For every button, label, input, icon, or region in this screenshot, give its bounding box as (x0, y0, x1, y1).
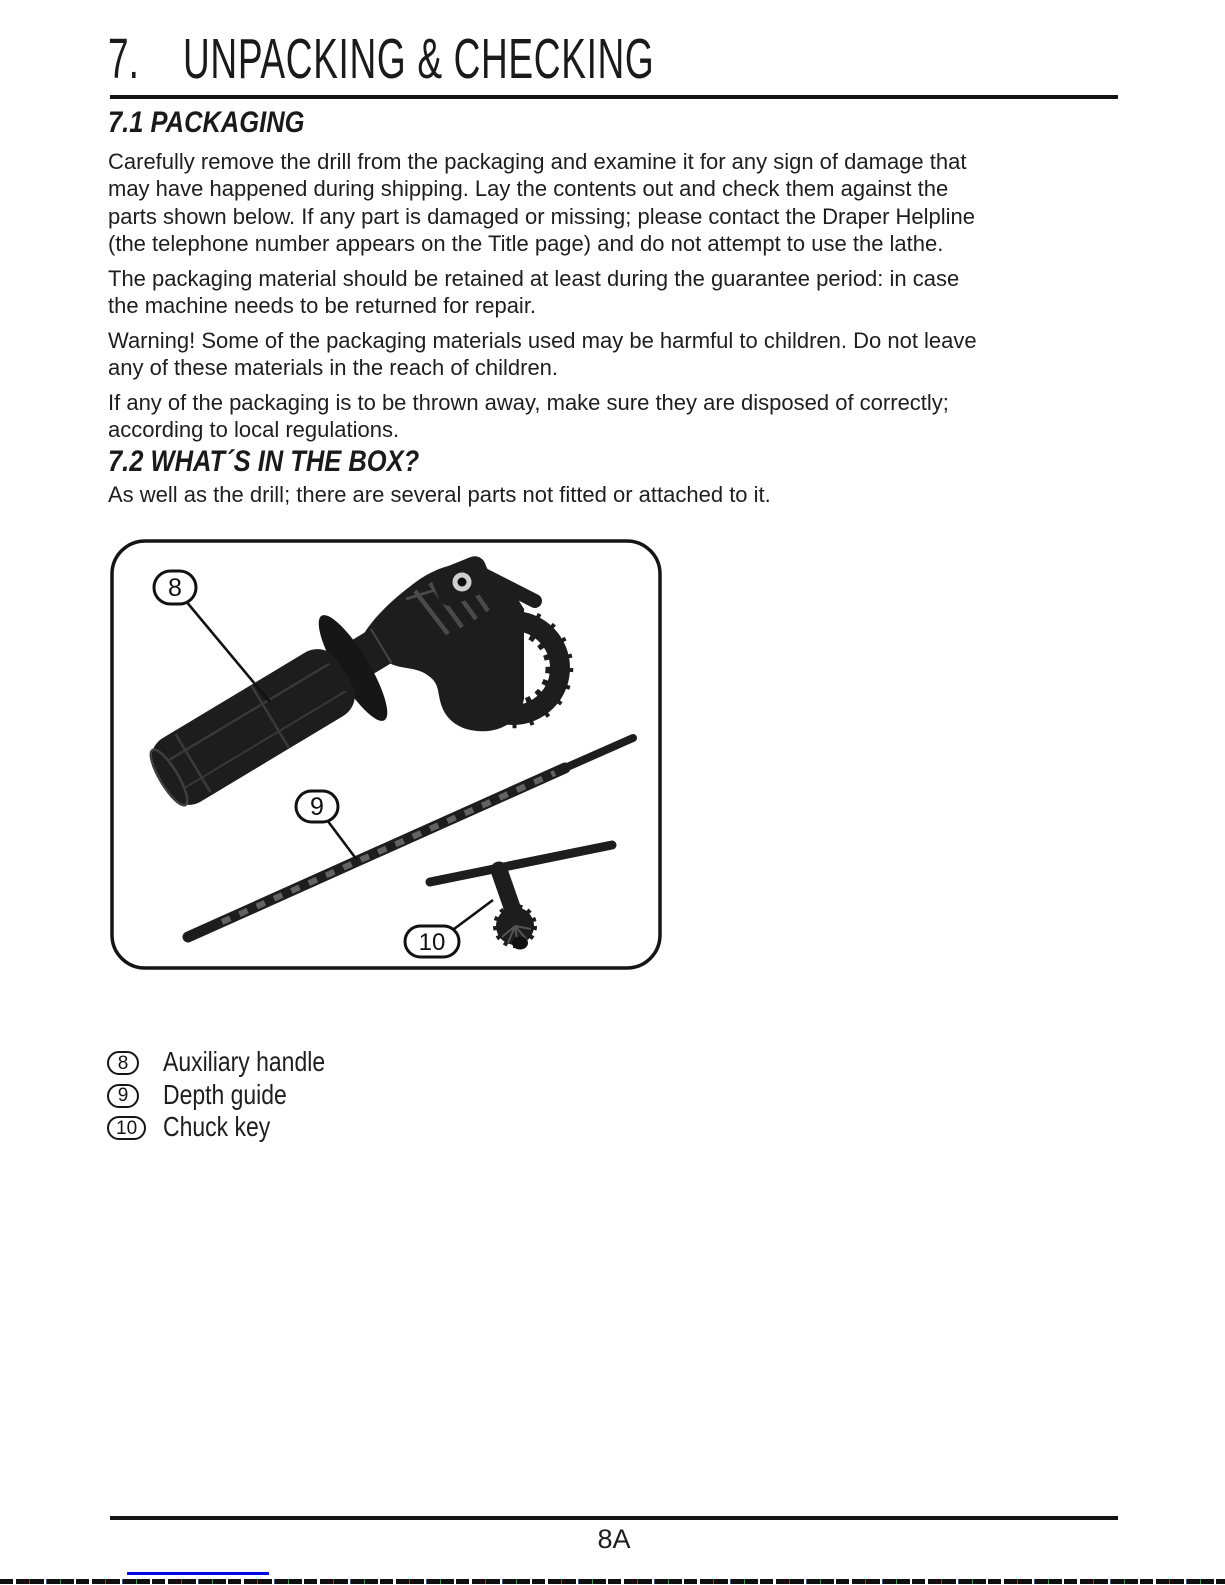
paragraph (108, 327, 1128, 382)
legend-badge-10: 10 (107, 1116, 146, 1140)
legend-label: Depth guide (163, 1078, 287, 1110)
legend-label: Auxiliary handle (163, 1046, 326, 1077)
paragraph-line: The packaging material should be retained at least during the guarantee period: in case (108, 265, 960, 291)
page-number: 8A (597, 1524, 631, 1554)
callout-8-badge (154, 571, 196, 604)
whats-in-box-intro: As well as the drill; there are several parts not fitted or attached to it. (108, 482, 771, 507)
legend-item-depth-guide (107, 1078, 287, 1110)
callout-8-number: 8 (168, 574, 182, 602)
callout-10-badge (405, 926, 459, 957)
parts-figure (110, 539, 662, 970)
paragraph-line: If any of the packaging is to be thrown away, make sure they are disposed of correctly; (108, 389, 949, 415)
title-rule (110, 95, 1118, 99)
paragraph (108, 148, 1128, 257)
page-title: UNPACKING & CHECKING (183, 27, 655, 91)
paragraph-line: parts shown below. If any part is damaged or missing; please contact the Draper Helpline (108, 203, 976, 229)
section-number: 7. (108, 27, 139, 91)
paragraph-line: Carefully remove the drill from the packaging and examine it for any sign of damage that (108, 149, 967, 174)
callout-9-number: 9 (310, 793, 324, 821)
footer-rule (110, 1516, 1118, 1520)
paragraph-line: any of these materials in the reach of children. (108, 355, 559, 381)
paragraph-line: according to local regulations. (108, 417, 400, 443)
heading-packaging: 7.1 PACKAGING (108, 106, 305, 139)
callout-9-badge (296, 791, 338, 822)
paragraph-line: the machine needs to be returned for repair. (108, 292, 537, 318)
legend-item-chuck-key (107, 1111, 271, 1142)
legend-badge-8: 8 (107, 1051, 139, 1075)
scan-noise-line (0, 1579, 1225, 1584)
link-underline-artifact (127, 1572, 269, 1575)
paragraph-line: Warning! Some of the packaging materials used may be harmful to children. Do not leave (108, 327, 977, 353)
paragraph (108, 265, 1128, 320)
callout-10-number: 10 (418, 929, 446, 956)
heading-whats-in-the-box: 7.2 WHAT´S IN THE BOX? (108, 445, 420, 478)
legend-item-auxiliary-handle (107, 1046, 326, 1077)
paragraph-line: (the telephone number appears on the Title page) and do not attempt to use the lathe. (108, 230, 944, 256)
paragraph (108, 389, 1128, 444)
packaging-paragraphs (108, 148, 1128, 451)
paragraph-line: may have happened during shipping. Lay the contents out and check them against the (108, 176, 949, 202)
legend-badge-9: 9 (107, 1084, 139, 1108)
legend-label: Chuck key (163, 1111, 271, 1142)
parts-illustration (110, 539, 662, 970)
